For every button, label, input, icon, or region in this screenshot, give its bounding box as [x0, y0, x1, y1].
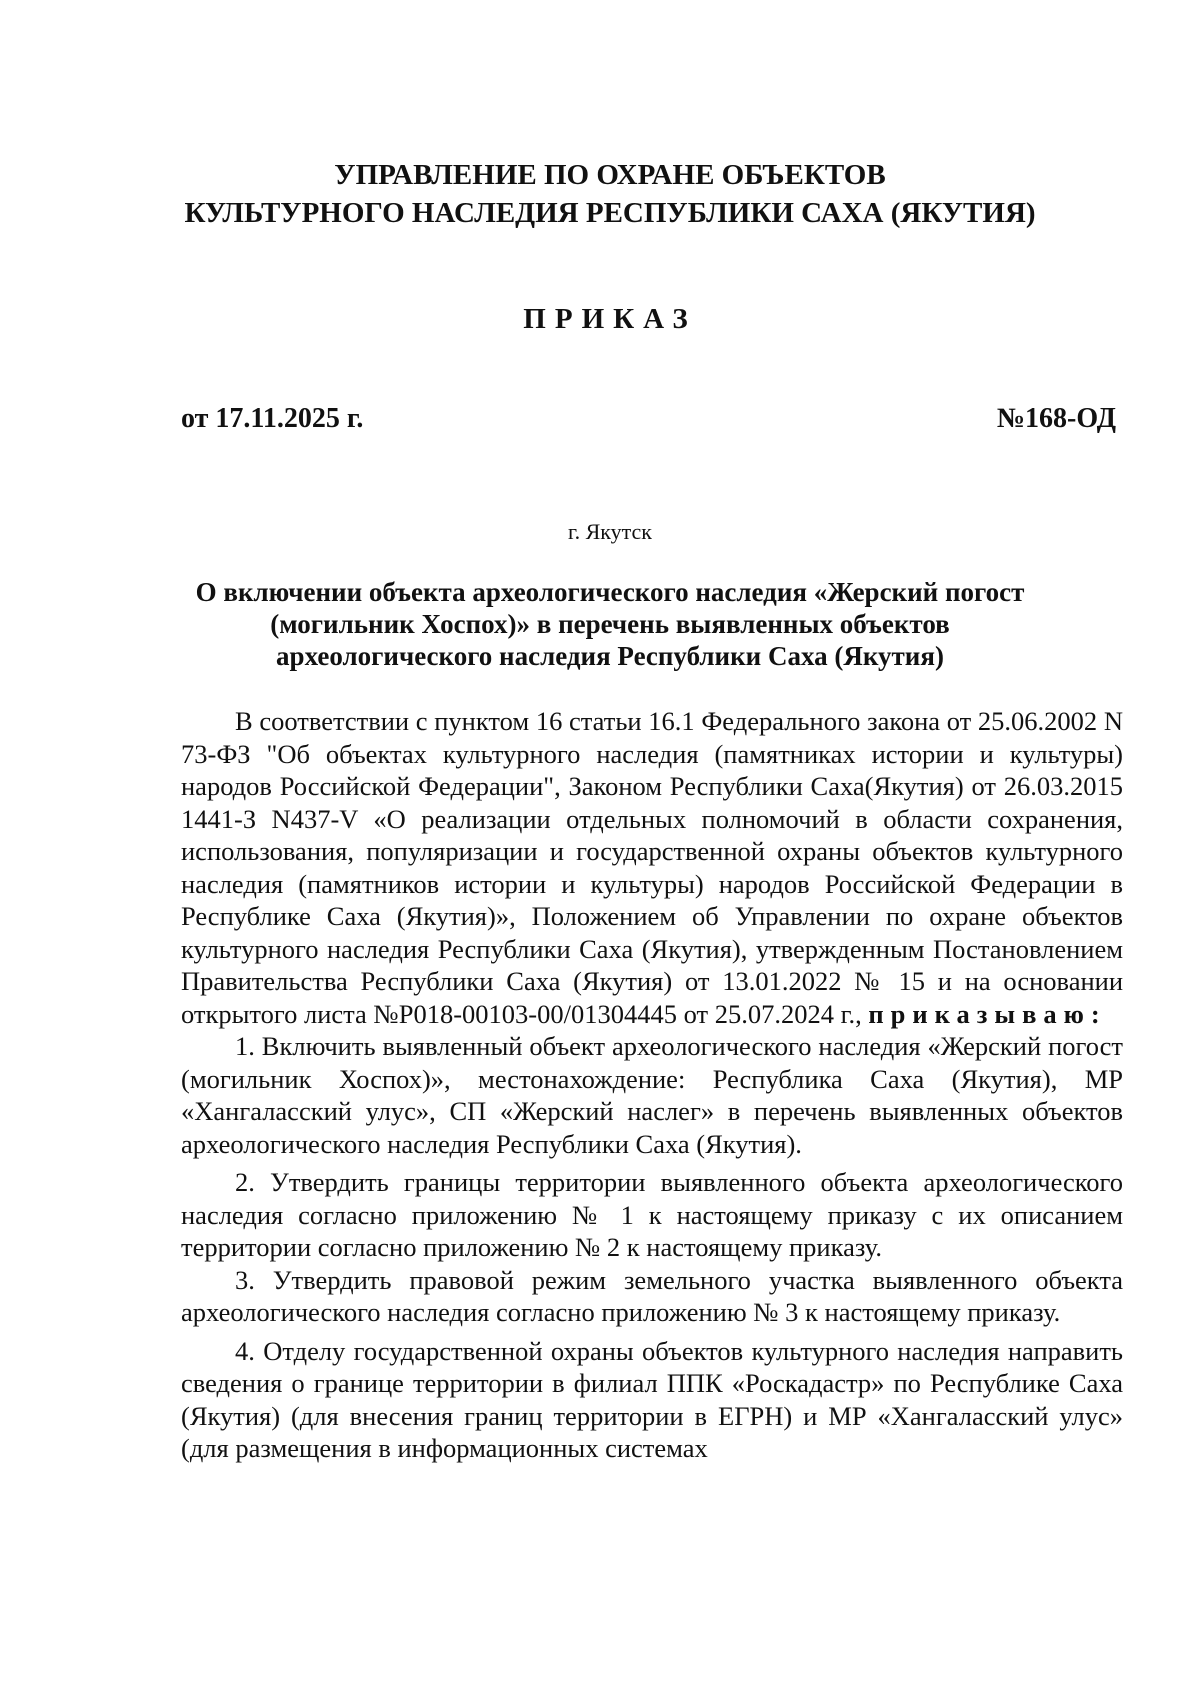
- order-subject-line1: О включении объекта археологического наследия «Жерский погост: [195, 577, 1025, 607]
- order-body: [181, 705, 1123, 1465]
- order-subject-line3: археологического наследия Республики Саха (Якутия): [276, 641, 944, 671]
- order-subject-line2: (могильник Хоспох)» в перечень выявленных объектов: [270, 609, 950, 639]
- city-name: г. Якутск: [568, 519, 652, 544]
- document-type-title: ПРИКАЗ: [523, 303, 697, 335]
- order-item-2: 2. Утвердить границы территории выявленного объекта археологического наследия согласно приложению № 1 к настоящему приказу с их описанием территории согласно приложению № 2 к настоящему приказу.: [181, 1167, 1123, 1262]
- preamble-text: В соответствии с пунктом 16 статьи 16.1 Федерального закона от 25.06.2002 N 73-ФЗ "Об объектах культурного наследия (памятниках истории и культуры) народов Российской Федерации", Законом Республики Саха(Якутия) от 26.03.2015 1441-З N437-V «О реализации отдельных полномочий в области сохранения, использования, популяризации и государственной охраны объектов культурного наследия (памятников истории и культуры) народов Российской Федерации в Республике Саха (Якутия)», Положением об Управлении по охране объектов культурного наследия Республики Саха (Якутия), утвержденным Постановлением Правительства Республики Саха (Якутия) от 13.01.2022 № 15 и на основании открытого листа №Р018-00103-00/01304445 от 25.07.2024 г.,: [181, 706, 1123, 1029]
- order-number: №168-ОД: [996, 403, 1116, 434]
- order-item-4: 4. Отделу государственной охраны объектов культурного наследия направить сведения о границе территории в филиал ППК «Роскадастр» по Республике Саха (Якутия) (для внесения границ территории в ЕГРН) и МР «Хангаласский улус» (для размещения в информационных системах: [181, 1335, 1123, 1463]
- organization-name-line1: УПРАВЛЕНИЕ ПО ОХРАНЕ ОБЪЕКТОВ: [334, 159, 886, 191]
- order-item-1: 1. Включить выявленный объект археологического наследия «Жерский погост (могильник Хоспох)», местонахождение: Республика Саха (Якутия), МР «Хангаласский улус», СП «Жерский наслег» в перечень выявленных объектов археологического наследия Республики Саха (Якутия).: [181, 1031, 1123, 1159]
- order-date: от 17.11.2025 г.: [181, 403, 364, 434]
- order-word: приказываю:: [868, 998, 1107, 1029]
- order-item-3: 3. Утвердить правовой режим земельного участка выявленного объекта археологического наследия согласно приложению № 3 к настоящему приказу.: [181, 1264, 1123, 1327]
- preamble-paragraph: [181, 705, 1123, 1030]
- organization-name-line2: КУЛЬТУРНОГО НАСЛЕДИЯ РЕСПУБЛИКИ САХА (ЯКУТИЯ): [184, 197, 1036, 229]
- organization-name: [0, 156, 1200, 232]
- order-subject: [0, 576, 1200, 672]
